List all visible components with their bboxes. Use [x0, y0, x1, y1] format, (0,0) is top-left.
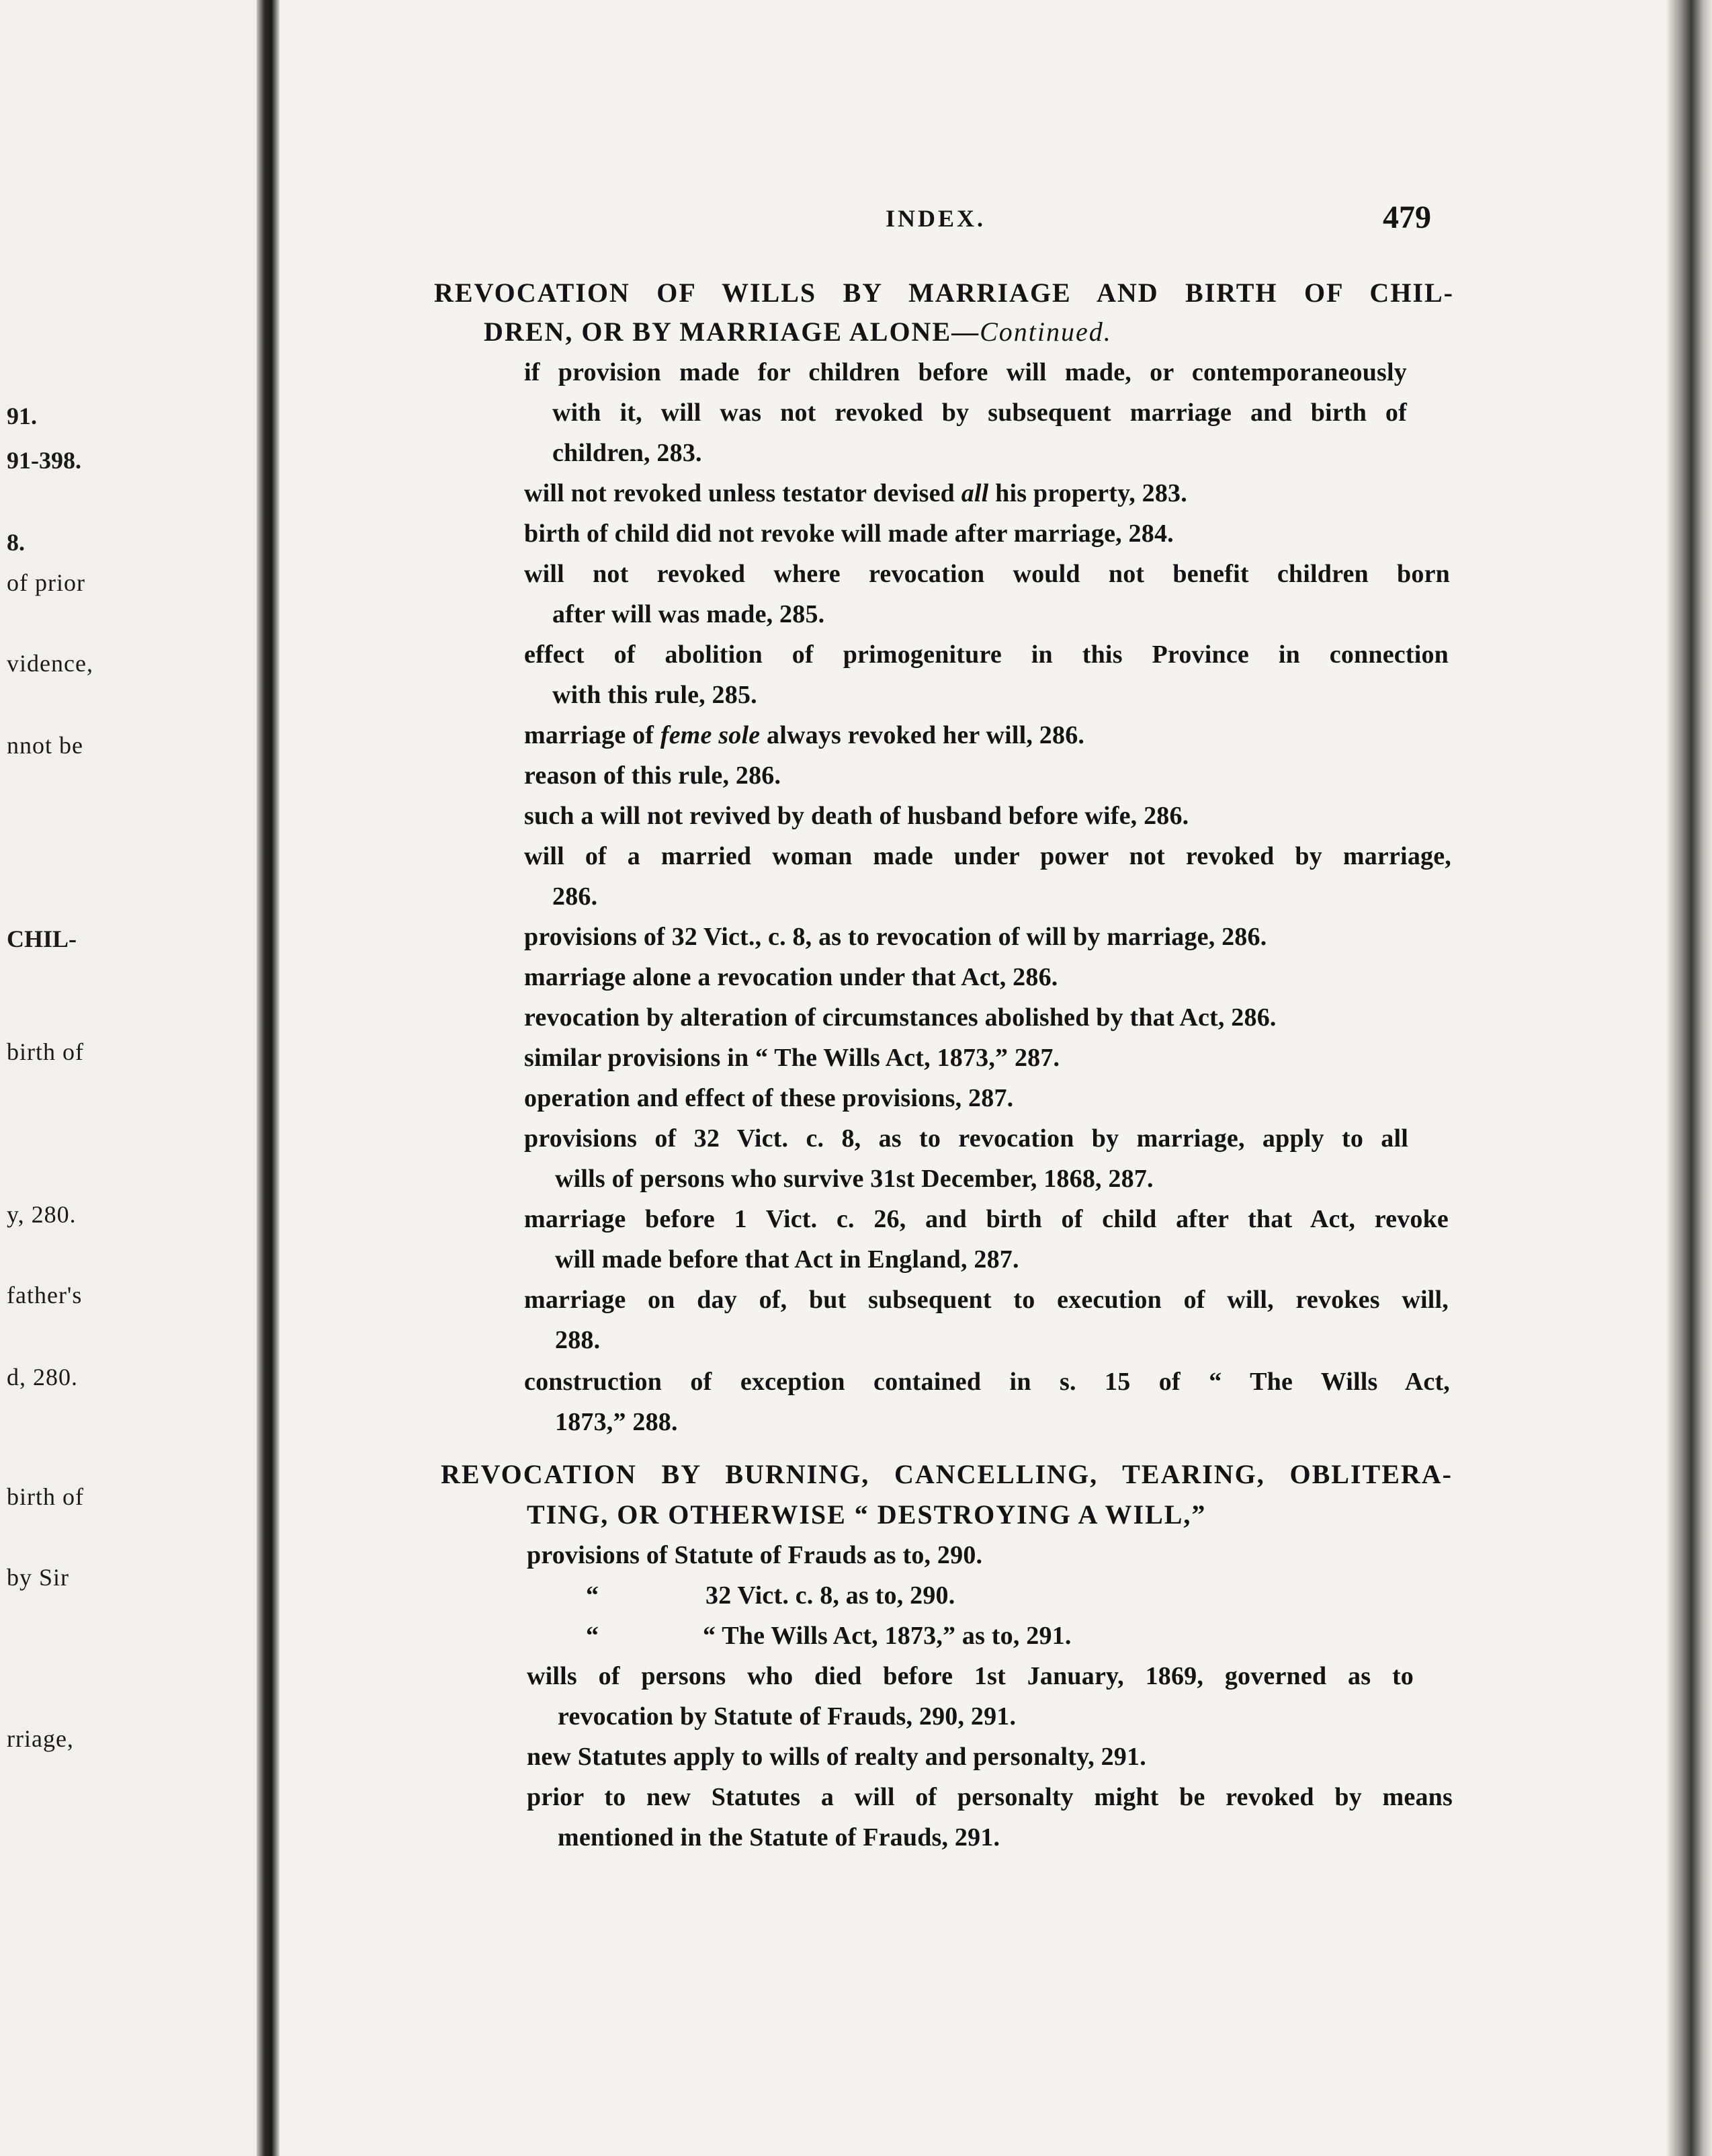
book-gutter [257, 0, 280, 2156]
index-entry: marriage on day of, but subsequent to execution of will, revokes will, [524, 1286, 1449, 1314]
index-entry: if provision made for children before will made, or contemporaneously [524, 358, 1407, 386]
index-entry-cont: with this rule, 285. [552, 681, 757, 709]
index-entry-cont: 288. [555, 1326, 601, 1354]
left-fragment: father's [7, 1282, 83, 1309]
left-fragment: by Sir [7, 1564, 70, 1591]
index-entry: 32 Vict. c. 8, as to, 290. [705, 1581, 955, 1610]
left-fragment: nnot be [7, 732, 83, 759]
index-entry: provisions of 32 Vict., c. 8, as to revocation of will by marriage, 286. [524, 923, 1267, 951]
section-heading-continued: DREN, OR BY MARRIAGE ALONE—Continued. [484, 317, 1112, 347]
index-entry: marriage before 1 Vict. c. 26, and birth of child after that Act, revoke [524, 1205, 1449, 1233]
index-entry-cont: wills of persons who survive 31st December, 1868, 287. [555, 1165, 1154, 1193]
left-fragment: CHIL- [7, 925, 77, 952]
left-fragment: birth of [7, 1038, 84, 1065]
index-entry: new Statutes apply to wills of realty and personalty, 291. [527, 1743, 1146, 1771]
index-entry: “ The Wills Act, 1873,” as to, 291. [703, 1622, 1072, 1650]
page-number: 479 [1383, 200, 1431, 235]
left-fragment: y, 280. [7, 1201, 77, 1228]
index-entry: revocation by alteration of circumstances abolished by that Act, 286. [524, 1003, 1277, 1032]
section-heading: REVOCATION OF WILLS BY MARRIAGE AND BIRTH OF CHIL- [434, 278, 1454, 308]
index-entry-cont: 286. [552, 882, 598, 911]
index-entry-cont: will made before that Act in England, 287. [555, 1245, 1019, 1274]
index-entry: birth of child did not revoke will made after marriage, 284. [524, 520, 1174, 548]
left-fragment: 91-398. [7, 447, 81, 474]
index-entry: such a will not revived by death of husband before wife, 286. [524, 802, 1189, 830]
index-entry-cont: children, 283. [552, 439, 702, 467]
ditto-mark: “ [586, 1622, 599, 1650]
left-fragment: rriage, [7, 1725, 74, 1752]
index-entry: marriage of feme sole always revoked her will, 286. [524, 721, 1085, 749]
index-entry: marriage alone a revocation under that Act, 286. [524, 963, 1058, 991]
left-fragment: d, 280. [7, 1364, 78, 1391]
page-edge [1666, 0, 1712, 2156]
index-entry: wills of persons who died before 1st January, 1869, governed as to [527, 1662, 1414, 1690]
index-entry-cont: with it, will was not revoked by subsequent marriage and birth of [552, 399, 1407, 427]
index-entry-cont: after will was made, 285. [552, 600, 825, 628]
index-entry-cont: revocation by Statute of Frauds, 290, 291. [558, 1702, 1017, 1731]
index-entry: construction of exception contained in s. 15 of “ The Wills Act, [524, 1368, 1450, 1396]
index-entry-cont: mentioned in the Statute of Frauds, 291. [558, 1823, 1000, 1852]
index-entry: similar provisions in “ The Wills Act, 1873,” 287. [524, 1044, 1060, 1072]
index-entry: will of a married woman made under power not revoked by marriage, [524, 842, 1451, 870]
index-entry: will not revoked where revocation would not benefit children born [524, 560, 1450, 588]
left-fragment: vidence, [7, 650, 93, 677]
index-entry: operation and effect of these provisions, 287. [524, 1084, 1014, 1112]
left-fragment: of prior [7, 569, 85, 596]
index-entry: effect of abolition of primogeniture in this Province in connection [524, 640, 1449, 669]
section-heading-cont: TING, OR OTHERWISE “ DESTROYING A WILL,” [527, 1499, 1207, 1530]
index-entry: prior to new Statutes a will of personalty might be revoked by means [527, 1783, 1453, 1811]
section-heading: REVOCATION BY BURNING, CANCELLING, TEARING, OBLITERA- [441, 1459, 1453, 1489]
ditto-mark: “ [586, 1581, 599, 1610]
index-entry-cont: 1873,” 288. [555, 1408, 678, 1436]
running-header: INDEX. [886, 205, 986, 232]
left-fragment: birth of [7, 1483, 84, 1510]
left-fragment: 8. [7, 529, 25, 556]
left-facing-page [0, 0, 257, 2156]
index-entry: provisions of Statute of Frauds as to, 290. [527, 1541, 983, 1569]
left-fragment: 91. [7, 403, 37, 429]
index-entry: reason of this rule, 286. [524, 761, 781, 790]
index-entry: will not revoked unless testator devised all his property, 283. [524, 479, 1187, 507]
index-entry: provisions of 32 Vict. c. 8, as to revocation by marriage, apply to all [524, 1124, 1408, 1153]
